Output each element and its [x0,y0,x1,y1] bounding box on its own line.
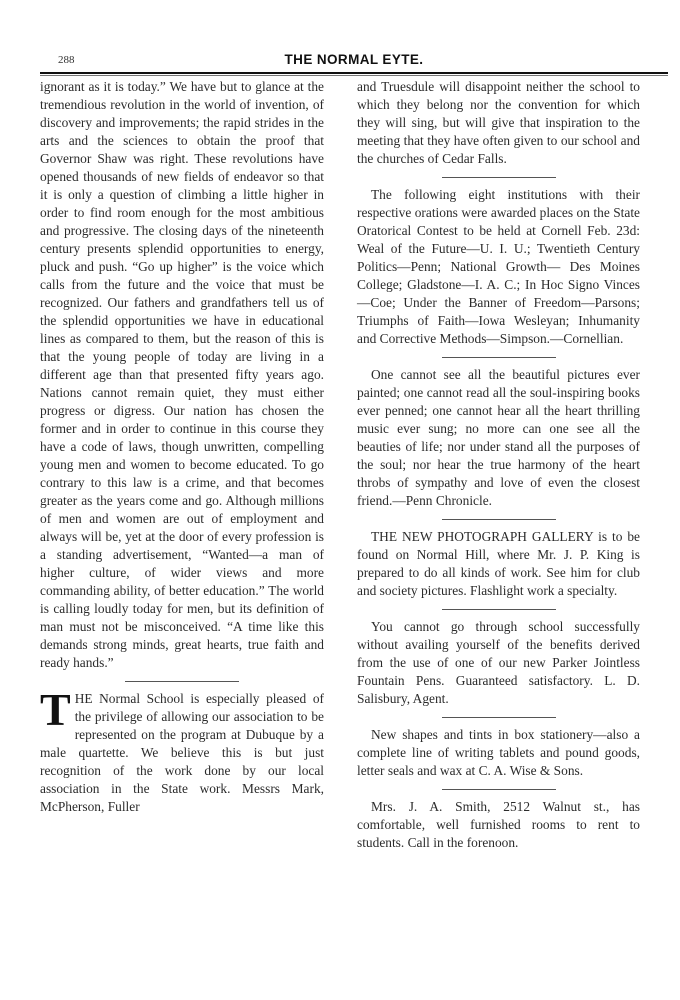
header-rule-thin [40,75,668,76]
quartette-text: Normal School is especially pleased of the privilege of allowing our association to be represented on the program at Dubuque by a male quartette. We believe this is but just recognition of the work done by our local association in the State work. Messrs Mark, McPherson, Fuller [40,691,324,814]
caps-lead: HE [74,691,93,706]
left-column [40,78,324,816]
right-column [357,78,640,852]
stationery-item: New shapes and tints in box stationery—also a complete line of writing tablets and pound goods, letter seals and wax at C. A. Wise & Sons. [357,727,640,778]
page-number: 288 [58,54,75,66]
section-divider [442,177,556,178]
article-continuation: ignorant as it is today.” We have but to glance at the tremendious revolution in the world of invention, of discovery and improvements; the rapid strides in the arts and the sciences to obtain the proof that Governor Shaw was right. These revolutions have opened thousands of new fields of endeavor so that it is only a question of climbing a little higher in order to find room enough for the most ambitious and progressive. The closing days of the nineteenth century presents splendid opportunities to energy, pluck and push. “Go up higher” is the voice which calls from the future and the voice that must be recognized. Our fathers and grandfathers tell us of the splendid opportunities we have in educational lines as compared to them, but the reason of this is that the young people of today are living in a different age than that presented fifty years ago. Nations cannot remain quiet, they must either progress or digress. Our nation has chosen the former and in order to continue in this course they have a code of laws, though unwritten, compelling young men and women to become educated. To go contrary to this law is a crime, and that becomes greater as the years come and go. Although millions of men and women are out of employment and always will be, yet at the door of every profession is a standing advertisement, “Wanted—a man of higher culture, of wider views and more commanding ability, of better education.” The world is calling loudly today for men, but its definition of man must not be misconceived. “A time like this demands strong minds, great hearts, true faith and ready hands.” [40,79,324,670]
beauty-item: One cannot see all the beautiful pictures ever painted; one cannot read all the soul-inspiring books ever penned; one cannot hear all the heart thrilling music ever sung; no more can one see all the beauties of life; nor under stand all the purposes of the soul; nor hear the true harmony of the heart throbs of sympathy and love of even the closest friend.—Penn Chronicle. [357,367,640,508]
drop-cap: T [40,684,71,735]
photo-gallery-item: THE NEW PHOTOGRAPH GALLERY is to be found on Normal Hill, where Mr. J. P. King is prepared to do all kinds of work. See him for club and society pictures. Flashlight work a specialty. [357,529,640,598]
section-divider [125,681,239,682]
quartette-item [40,684,324,816]
section-divider [442,609,556,610]
header-rule-thick [40,72,668,74]
page-header [40,52,668,72]
fountain-pen-item: You cannot go through school successfully without availing yourself of the benefits derived from the use of one of our new Parker Jointless Fountain Pens. Guaranteed satisfactory. L. D. Salisbury, Agent. [357,619,640,706]
rooms-item: Mrs. J. A. Smith, 2512 Walnut st., has comfortable, well furnished rooms to rent to students. Call in the forenoon. [357,799,640,850]
section-divider [442,357,556,358]
section-divider [442,519,556,520]
oratorical-contest-item: The following eight institutions with their respective orations were awarded places on the State Oratorical Contest to be held at Cornell Feb. 23d: Weal of the Future—U. I. U.; Twentieth Century Politics—Penn; National Growth— Des Moines College; Gladstone—I. A. C.; In Hoc Signo Vinces—Coe; Under the Banner of Freedom—Parsons; Triumphs of Faith—Iowa Wesleyan; Inhumanity and Corrective Methods—Simpson.—Cornellian. [357,187,640,346]
section-divider [442,789,556,790]
section-divider [442,717,556,718]
running-title: THE NORMAL EYTE. [284,52,424,67]
quartette-continuation: and Truesdule will disappoint neither the school to which they belong nor the convention for which they will sing, but will give that inspiration to the meeting that they have often given to our school and the churches of Cedar Falls. [357,79,640,166]
